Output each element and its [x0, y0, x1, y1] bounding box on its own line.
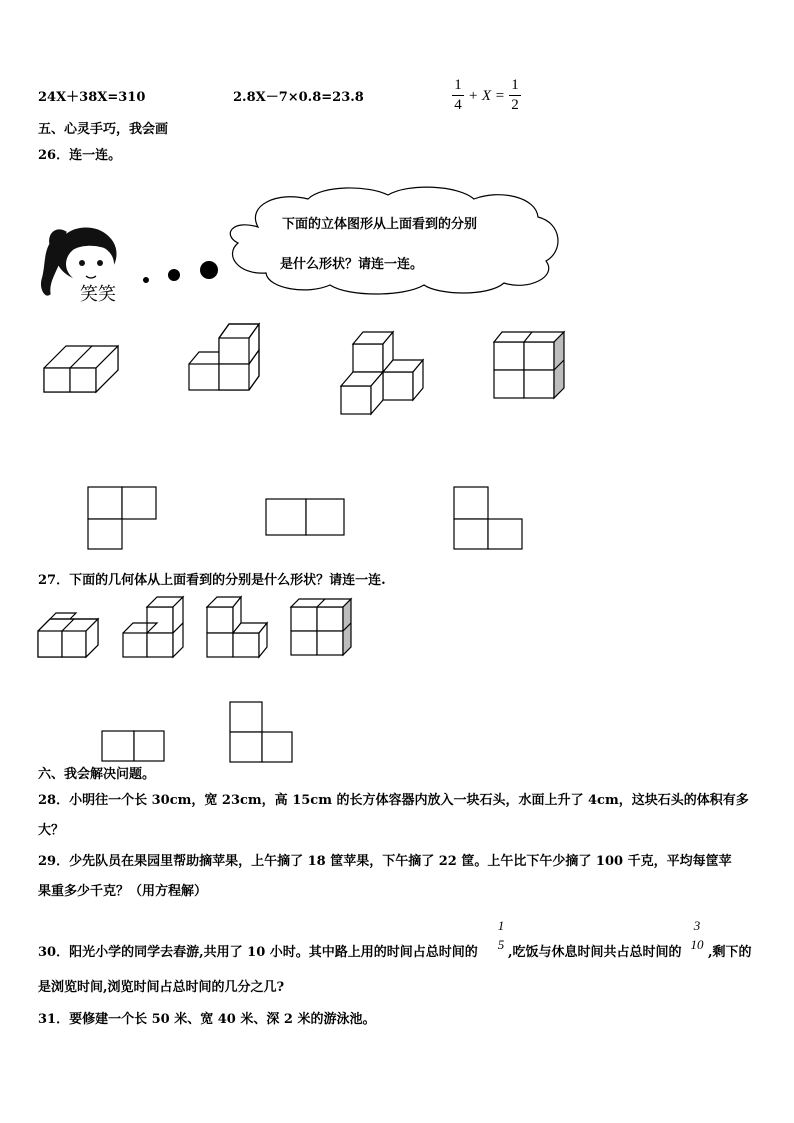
character-name: 笑笑 — [80, 284, 116, 305]
equation-3-fraction-2: 1 2 — [509, 78, 521, 113]
top-view-shape-3 — [452, 485, 526, 551]
q27-top-view-2 — [228, 700, 296, 764]
equation-3 — [452, 78, 532, 118]
question-30-fraction-1: 1 5 — [497, 918, 505, 952]
equation-3-middle: + X = — [468, 88, 505, 104]
question-26-title: 26．连一连。 — [38, 148, 122, 163]
question-30-part-3: ,剩下的 — [708, 945, 752, 960]
equation-3-fraction-1: 1 4 — [452, 78, 464, 113]
equation-1: 24X＋38X=310 — [38, 90, 146, 105]
thought-bubble-dots — [140, 258, 220, 288]
question-30-fraction-2: 3 10 — [690, 918, 704, 952]
question-28-line-2: 大？ — [38, 823, 65, 838]
thought-cloud — [218, 185, 568, 295]
section-5-heading: 五、心灵手巧，我会画 — [38, 122, 169, 137]
q27-solid-1 — [36, 611, 106, 659]
top-view-shape-1 — [86, 485, 158, 551]
solid-figure-2 — [185, 318, 275, 398]
bubble-text-line-2: 是什么形状？请连一连。 — [280, 257, 424, 272]
top-view-shape-2 — [264, 497, 348, 539]
question-30-part-2: ,吃饭与休息时间共占总时间的 — [508, 945, 682, 960]
q27-solid-4 — [289, 595, 355, 661]
equation-2: 2.8X－7×0.8=23.8 — [233, 90, 364, 105]
solid-figure-1 — [40, 338, 130, 398]
q27-solid-3 — [205, 595, 271, 661]
question-27-title: 27．下面的几何体从上面看到的分别是什么形状？请连一连. — [38, 573, 386, 588]
question-30-part-1: 30．阳光小学的同学去春游,共用了 10 小时。其中路上用的时间占总时间的 — [38, 945, 478, 960]
section-6-heading: 六、我会解决问题。 — [38, 767, 156, 782]
q27-solid-2 — [121, 595, 187, 661]
question-28-line-1: 28．小明往一个长 30cm，宽 23cm，高 15cm 的长方体容器内放入一块石头，水面上升了 4cm，这块石头的体积有多 — [38, 793, 749, 808]
solid-figure-4 — [490, 330, 570, 402]
q27-top-view-1 — [100, 729, 168, 765]
question-29-line-2: 果重多少千克？（用方程解） — [38, 884, 208, 899]
question-29-line-1: 29．少先队员在果园里帮助摘苹果，上午摘了 18 筐苹果，下午摘了 22 筐。上午比下午少摘了 100 千克，平均每筐苹 — [38, 854, 732, 869]
question-31-title: 31．要修建一个长 50 米、宽 40 米、深 2 米的游泳池。 — [38, 1012, 376, 1027]
solid-figure-3 — [335, 328, 435, 420]
bubble-text-line-1: 下面的立体图形从上面看到的分别 — [282, 217, 478, 232]
question-30-line-2: 是浏览时间,浏览时间占总时间的几分之几? — [38, 980, 285, 995]
